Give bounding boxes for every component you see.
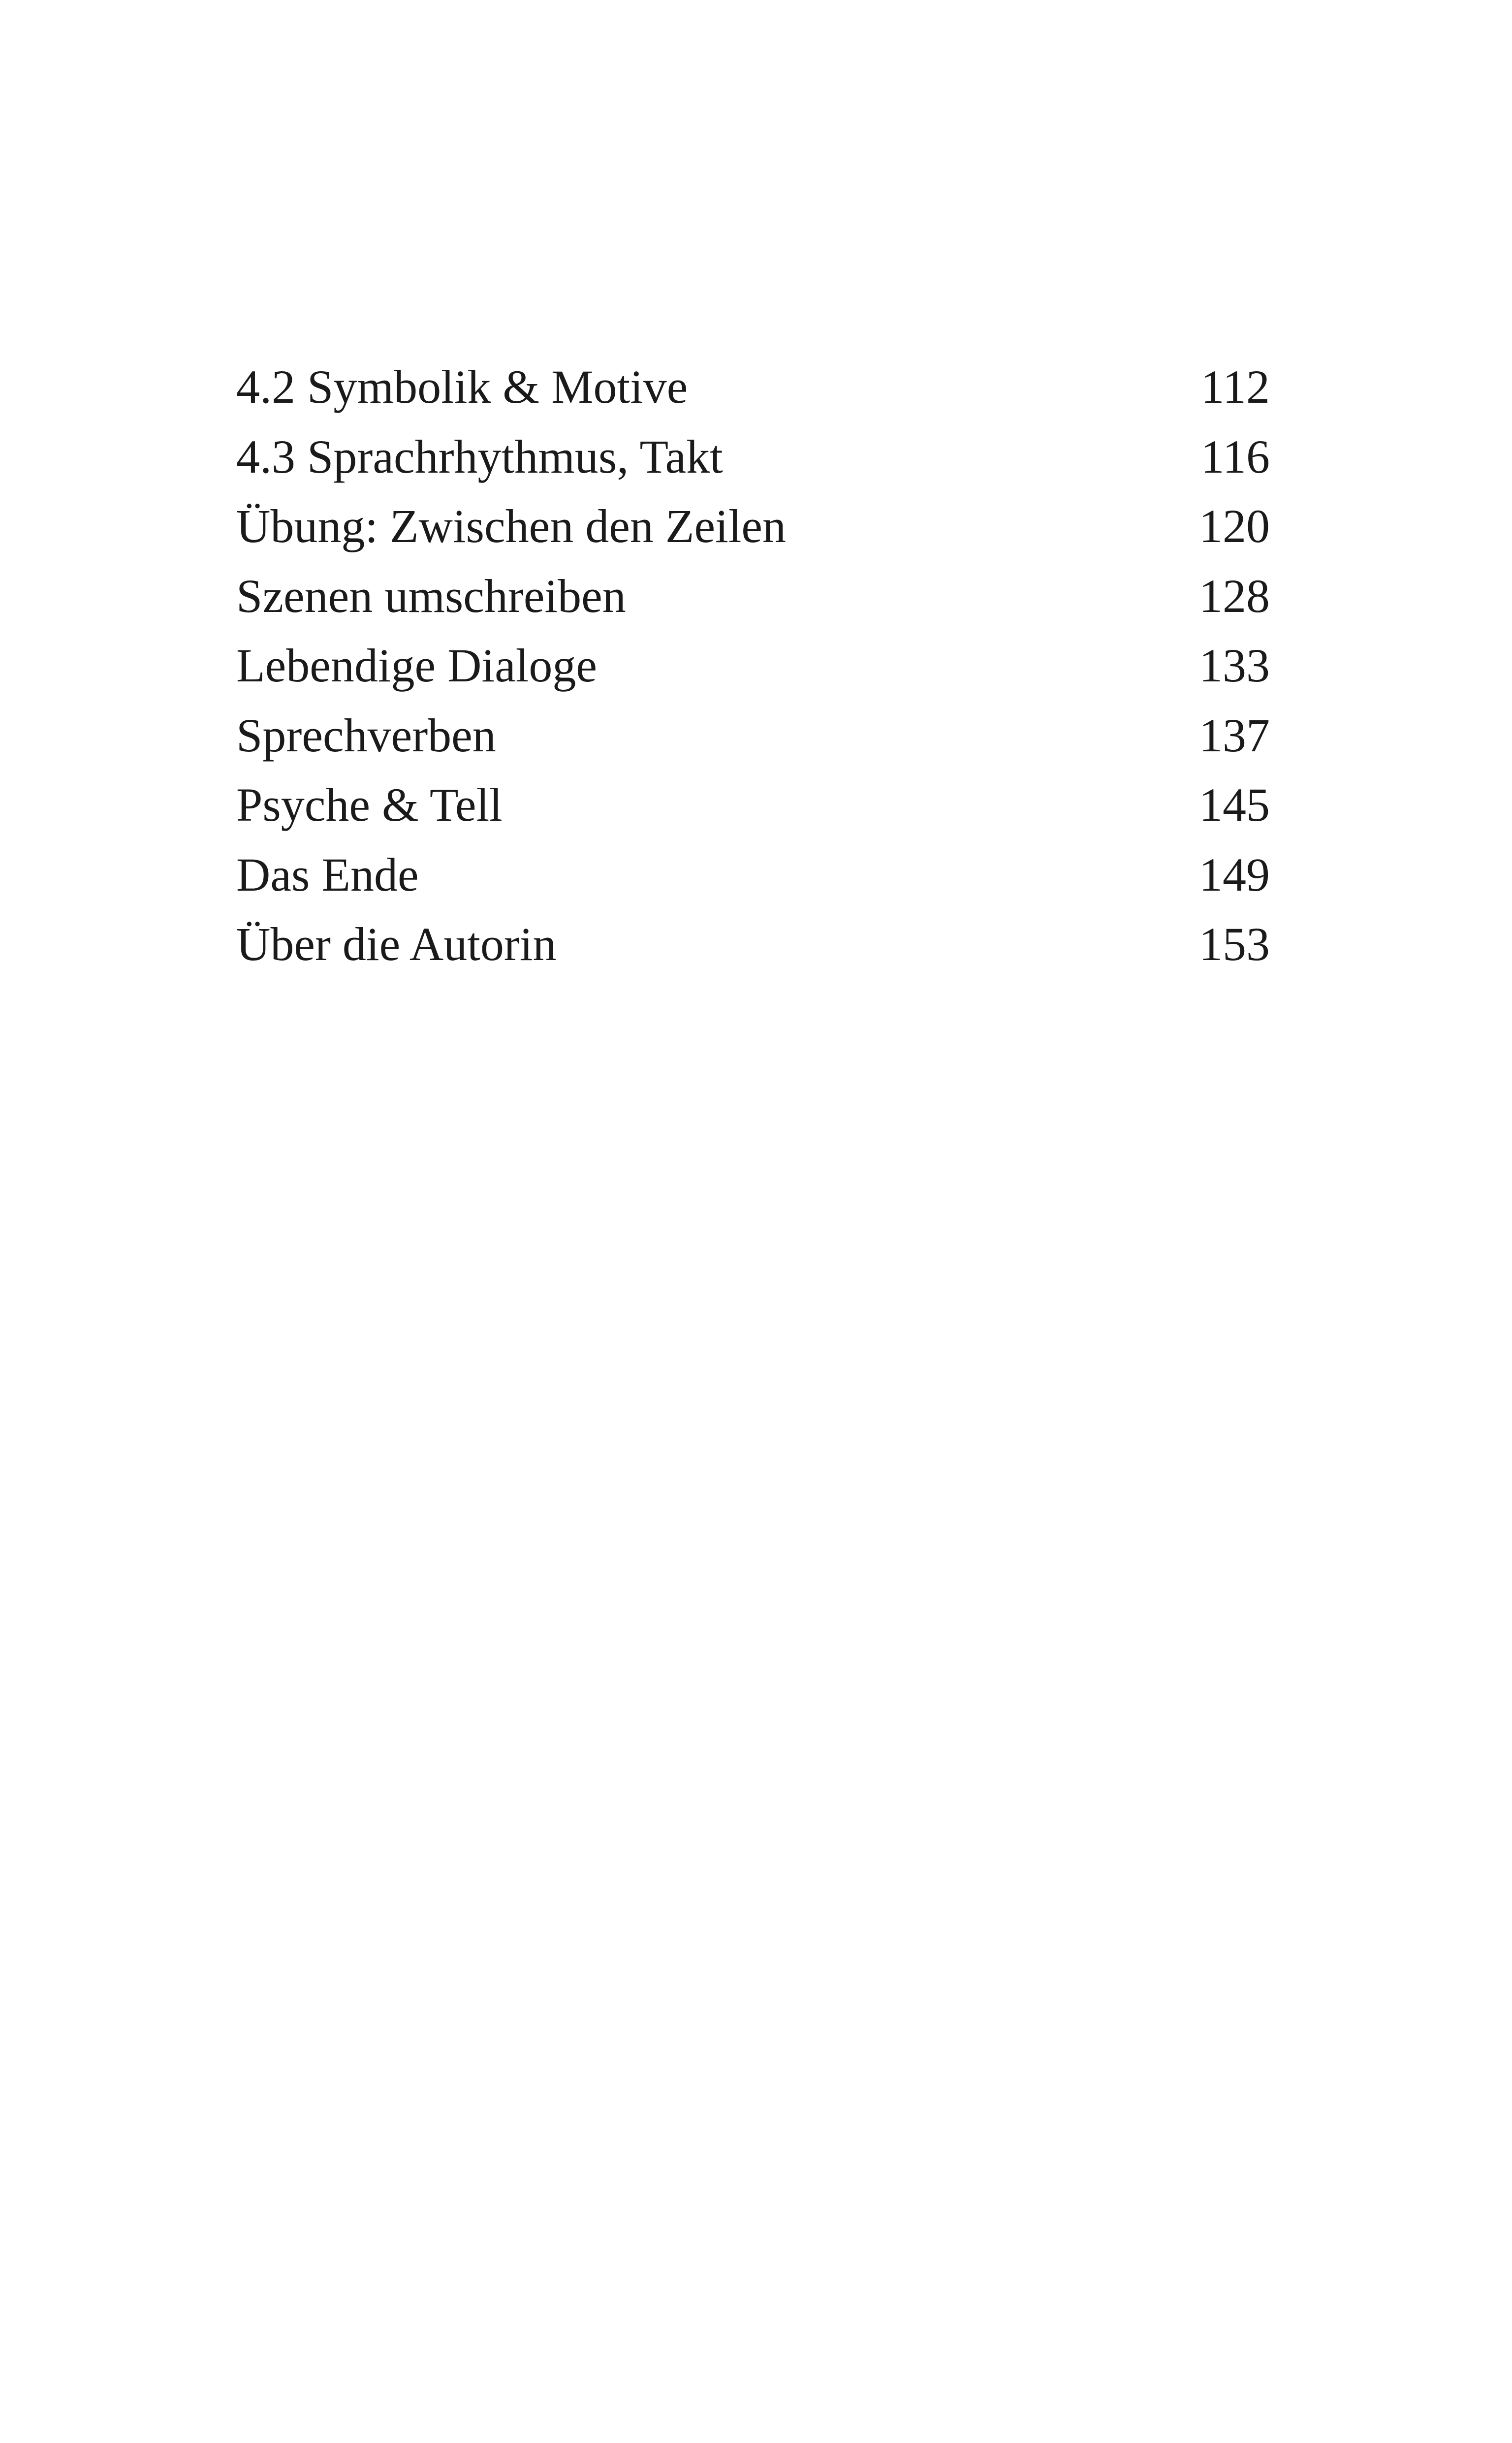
toc-entry-page-number: 112 xyxy=(1200,360,1270,413)
toc-entry xyxy=(236,352,1270,422)
toc-entry xyxy=(236,491,1270,561)
toc-entry-title: 4.2 Symbolik & Motive xyxy=(236,360,688,413)
toc-entry-page-number: 133 xyxy=(1199,639,1270,692)
toc-entry xyxy=(236,770,1270,840)
toc-entry-title: Sprechverben xyxy=(236,708,496,762)
toc-entry-title: Das Ende xyxy=(236,848,419,901)
toc-entry-page-number: 137 xyxy=(1199,708,1270,762)
toc-entry xyxy=(236,701,1270,771)
toc-entry xyxy=(236,561,1270,631)
toc-entry-title: Psyche & Tell xyxy=(236,778,503,831)
toc-entry-page-number: 153 xyxy=(1199,918,1270,970)
toc-entry-page-number: 128 xyxy=(1199,569,1270,622)
toc-entry-page-number: 116 xyxy=(1200,430,1270,483)
table-of-contents xyxy=(236,352,1270,979)
toc-entry xyxy=(236,909,1270,979)
toc-entry xyxy=(236,422,1270,492)
toc-entry-page-number: 120 xyxy=(1199,500,1270,552)
toc-entry-title: Lebendige Dialoge xyxy=(236,639,598,692)
toc-entry-page-number: 145 xyxy=(1199,778,1270,831)
toc-entry-title: Über die Autorin xyxy=(236,918,557,970)
toc-entry-page-number: 149 xyxy=(1199,848,1270,901)
toc-entry-title: Übung: Zwischen den Zeilen xyxy=(236,500,787,552)
toc-entry-title: 4.3 Sprachrhythmus, Takt xyxy=(236,430,723,483)
toc-entry-title: Szenen umschreiben xyxy=(236,569,626,622)
toc-entry xyxy=(236,840,1270,910)
toc-entry xyxy=(236,631,1270,701)
